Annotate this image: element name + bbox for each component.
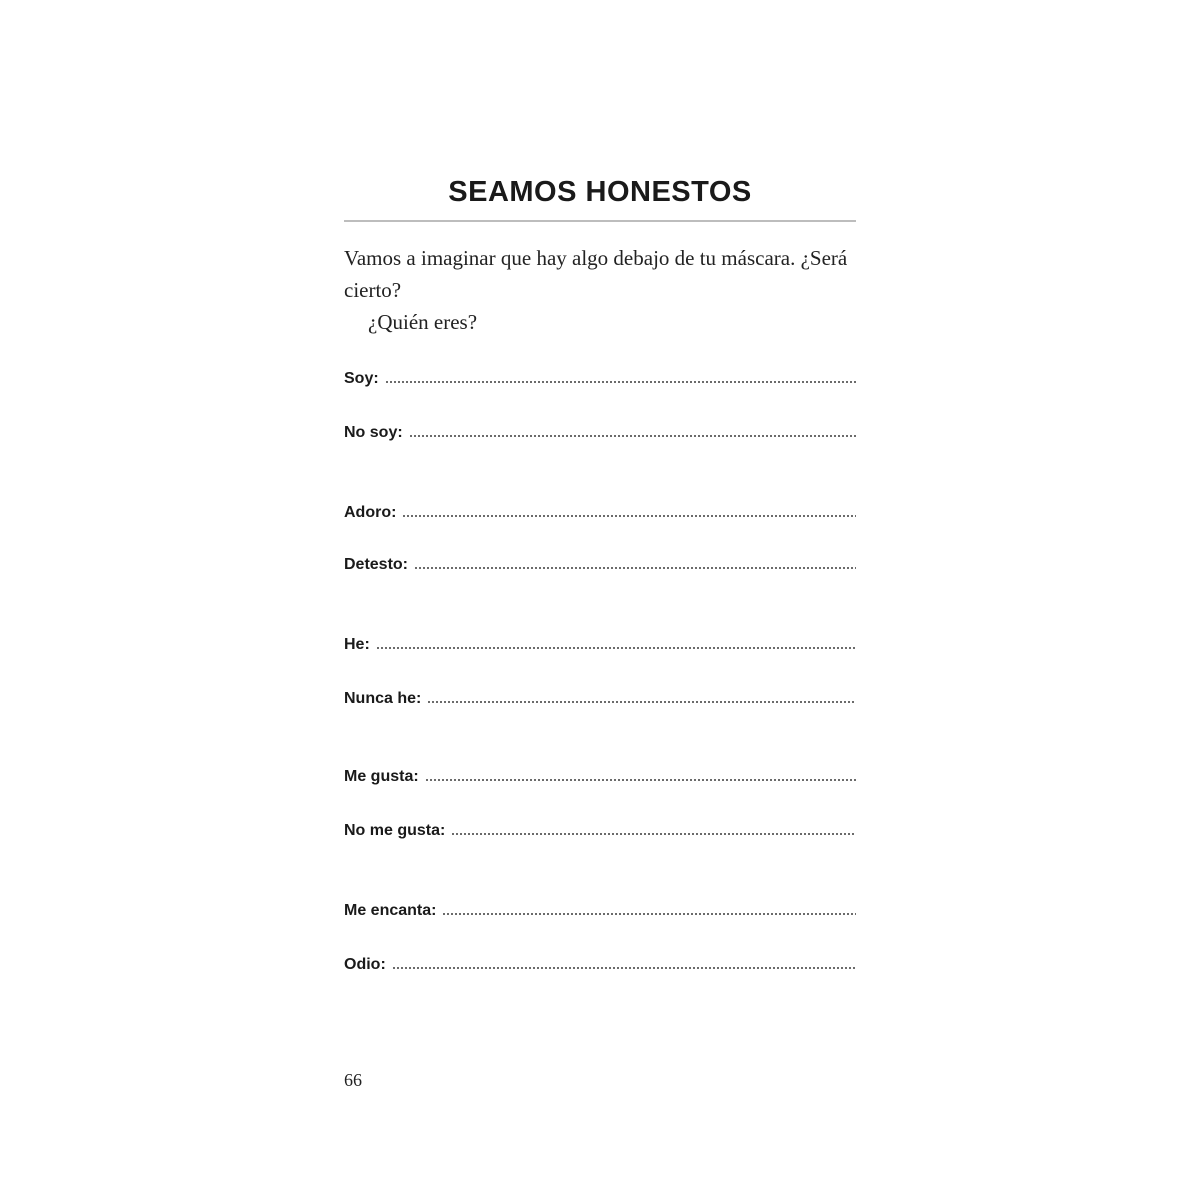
field-adoro[interactable] — [344, 498, 856, 522]
field-he[interactable] — [344, 630, 856, 654]
fill-in-line[interactable] — [409, 435, 856, 437]
field-soy[interactable] — [344, 364, 856, 388]
fill-in-line[interactable] — [425, 779, 856, 781]
field-odio[interactable] — [344, 950, 856, 974]
field-label: No me gusta: — [344, 822, 446, 839]
field-no-soy[interactable] — [344, 418, 856, 442]
field-detesto[interactable] — [344, 550, 856, 574]
field-label: Me gusta: — [344, 768, 419, 785]
fill-in-line[interactable] — [442, 913, 856, 915]
fill-in-line[interactable] — [376, 647, 856, 649]
field-label: Detesto: — [344, 556, 409, 573]
intro-line-1: Vamos a imaginar que hay algo debajo de tu máscara. ¿Será cierto? — [344, 246, 848, 302]
field-label: Odio: — [344, 956, 386, 973]
field-me-encanta[interactable] — [344, 896, 856, 920]
title-divider — [344, 220, 856, 222]
field-label: No soy: — [344, 424, 403, 441]
field-label: He: — [344, 636, 370, 653]
field-me-gusta[interactable] — [344, 762, 856, 786]
field-label: Me encanta: — [344, 902, 437, 919]
field-nunca-he[interactable] — [344, 684, 856, 708]
field-label: Adoro: — [344, 504, 397, 521]
page-number: 66 — [344, 1070, 362, 1090]
fill-in-line[interactable] — [414, 567, 856, 569]
field-label: Nunca he: — [344, 690, 422, 707]
fill-in-line[interactable] — [402, 515, 856, 517]
intro-line-2: ¿Quién eres? — [368, 310, 478, 334]
fill-in-line[interactable] — [392, 967, 856, 969]
field-label: Soy: — [344, 370, 379, 387]
field-no-me-gusta[interactable] — [344, 816, 856, 840]
fill-in-line[interactable] — [385, 381, 856, 383]
fill-in-line[interactable] — [451, 833, 856, 835]
intro-text — [344, 242, 864, 338]
page-title: SEAMOS HONESTOS — [448, 176, 752, 208]
fill-in-line[interactable] — [427, 701, 856, 703]
